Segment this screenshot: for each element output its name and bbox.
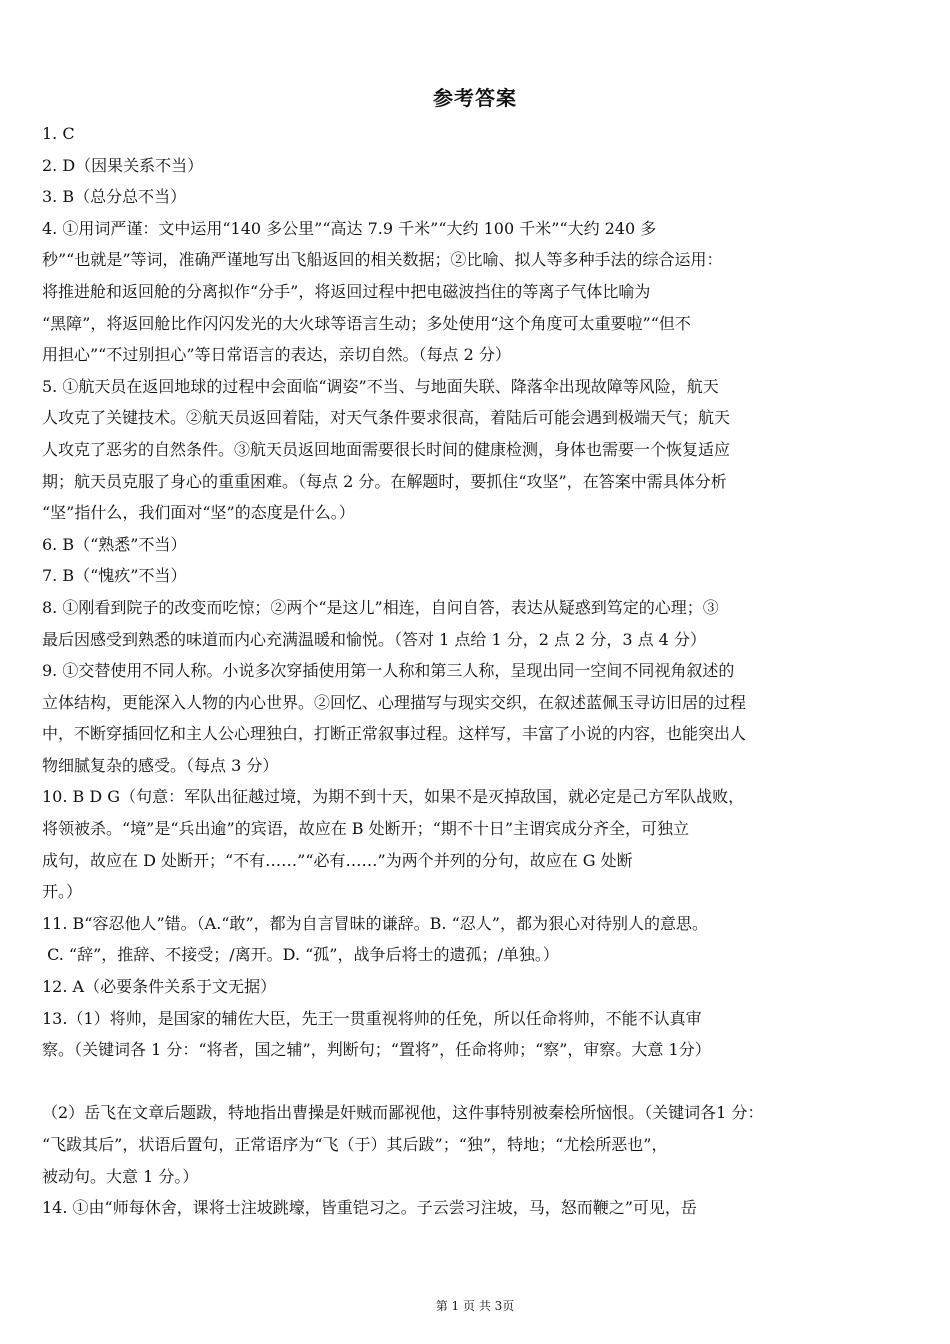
text-line: 秒”“也就是”等词，准确严谨地写出飞船返回的相关数据；②比喻、拟人等多种手法的综合运用： <box>42 250 723 270</box>
blank-line <box>42 1066 892 1098</box>
page-footer: 第 1 页 共 3页 <box>435 1299 515 1313</box>
text-line: 用担心”“不过别担心”等日常语言的表达，亲切自然。（每点 2 分） <box>42 345 511 365</box>
text-line: 人攻克了关键技术。②航天员返回着陆，对天气条件要求很高，着陆后可能会遇到极端天气；航天 <box>42 408 731 428</box>
text-line: 9. ①交替使用不同人称。小说多次穿插使用第一人称和第三人称，呈现出同一空间不同视角叙述的 <box>42 661 735 681</box>
text-line: 人攻克了恶劣的自然条件。③航天员返回地面需要很长时间的健康检测，身体也需要一个恢复适应 <box>42 439 731 459</box>
text-line: 10. B D G（句意：军队出征越过境，为期不到十天，如果不是灭掉敌国，就必定是己方军队战败， <box>42 787 745 807</box>
text-line: 察。（关键词各 1 分：“将者，国之辅”，判断句；“置将”，任命将帅；“察”，审察。大意 1分） <box>42 1040 711 1060</box>
text-line: 最后因感受到熟悉的味道而内心充满温暖和愉悦。（答对 1 点给 1 分，2 点 2 分，3 点 4 分） <box>42 629 706 649</box>
text-line: “飞跋其后”，状语后置句，正常语序为“飞（于）其后跋”；“独”，特地；“尤桧所恶也”， <box>42 1135 668 1154</box>
text-line: 被动句。大意 1 分。） <box>42 1166 199 1186</box>
text-line: 5. ①航天员在返回地球的过程中会面临“调姿”不当、与地面失联、降落伞出现故障等风险，航天 <box>42 376 719 396</box>
page-title: 参考答案 <box>433 86 517 110</box>
text-line: 开。） <box>42 882 83 902</box>
text-line: 6. B（“熟悉”不当） <box>42 534 187 554</box>
text-line: C. “辞”，推辞、不接受；/离开。D. “孤”，战争后将士的遗孤；/单独。） <box>42 945 559 965</box>
text-line: 13.（1）将帅，是国家的辅佐大臣，先王一贯重视将帅的任免，所以任命将帅，不能不认真审 <box>42 1008 702 1028</box>
text-line: 1. C <box>42 124 75 143</box>
text-line: 成句，故应在 D 处断开；“不有……”“必有……”为两个并列的分句，故应在 G 处断 <box>42 850 633 870</box>
text-line: “坚”指什么，我们面对“坚”的态度是什么。） <box>42 503 355 523</box>
text-line: 14. ①由“师每休舍，课将士注坡跳壕，皆重铠习之。子云尝习注坡，马，怒而鞭之”可见，岳 <box>42 1198 697 1218</box>
text-line: 4. ①用词严谨：文中运用“140 多公里”“高达 7.9 千米”“大约 100 千米”“大约 240 多 <box>42 218 657 238</box>
answer-content <box>42 118 892 1224</box>
text-line: 11. B“容忍他人”错。（A.“敢”，都为自言冒昧的谦辞。B. “忍人”，都为狠心对待别人的意思。 <box>42 913 708 933</box>
text-line: 7. B（“愧疚”不当） <box>42 566 187 586</box>
text-line: 中，不断穿插回忆和主人公心理独白，打断正常叙事过程。这样写，丰富了小说的内容，也能突出人 <box>42 724 747 744</box>
text-line: 立体结构，更能深入人物的内心世界。②回忆、心理描写与现实交织，在叙述蓝佩玉寻访旧居的过程 <box>42 692 747 712</box>
text-line: 12. A（必要条件关系于文无据） <box>42 977 277 997</box>
text-line: 2. D（因果关系不当） <box>42 155 204 175</box>
text-line: “黑障”，将返回舱比作闪闪发光的大火球等语言生动；多处使用“这个角度可太重要啦”“但不 <box>42 313 691 333</box>
text-line: 8. ①刚看到院子的改变而吃惊；②两个“是这儿”相连，自问自答，表达从疑惑到笃定的心理；③ <box>42 597 719 617</box>
text-line: 3. B（总分总不当） <box>42 187 187 207</box>
text-line: 期；航天员克服了身心的重重困难。（每点 2 分。在解题时，要抓住“攻坚”，在答案中需具体分析 <box>42 471 727 491</box>
text-line: 物细腻复杂的感受。（每点 3 分） <box>42 755 279 775</box>
text-line: 将领被杀。“境”是“兵出逾”的宾语，故应在 B 处断开；“期不十日”主谓宾成分齐全，可独立 <box>42 819 690 839</box>
text-line: （2）岳飞在文章后题跋，特地指出曹操是奸贼而鄙视他，这件事特别被秦桧所恼恨。（关键词各1 分： <box>42 1103 764 1123</box>
text-line: 将推进舱和返回舱的分离拟作“分手”，将返回过程中把电磁波挡住的等离子气体比喻为 <box>42 281 651 301</box>
